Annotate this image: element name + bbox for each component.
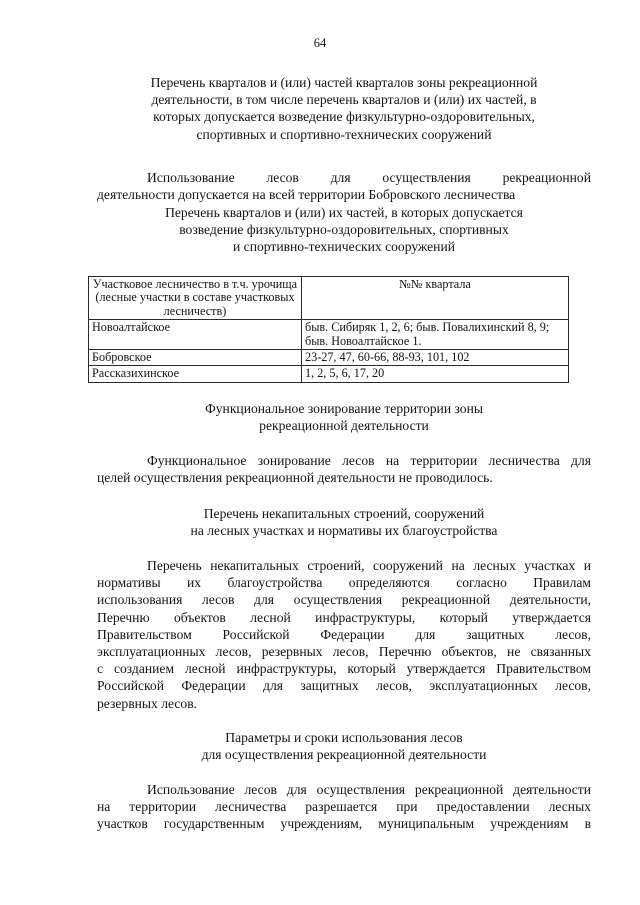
- paragraph-line: Функциональное зонирование лесов на территории лесничества для: [147, 453, 591, 468]
- table-header-row: [89, 277, 569, 320]
- heading-line: Перечень некапитальных строений, сооружений: [203, 506, 485, 521]
- heading-line: Перечень кварталов и (или) частей кварталов зоны рекреационной: [150, 75, 538, 90]
- paragraph-line: целей осуществления рекреационной деятельности не проводилось.: [97, 470, 493, 486]
- column-header-forestry: Участковое лесничество в т.ч. урочища (лесные участки в составе участковых лесничеств): [89, 277, 302, 320]
- heading-functional-zoning: [97, 400, 591, 434]
- heading-line: для осуществления рекреационной деятельности: [201, 747, 487, 763]
- paragraph-line: нормативы их благоустройства определяются согласно Правилам: [97, 575, 591, 591]
- paragraph-usage: [97, 169, 591, 203]
- cell-forestry: Новоалтайское: [89, 320, 302, 350]
- cell-quarters: быв. Сибиряк 1, 2, 6; быв. Повалихинский 8, 9; быв. Новоалтайское 1.: [302, 320, 569, 350]
- cell-quarters: 23-27, 47, 60-66, 88-93, 101, 102: [302, 350, 569, 366]
- table-row: [89, 320, 569, 350]
- table-title-line: возведение физкультурно-оздоровительных, спортивных: [179, 222, 509, 238]
- heading-line: рекреационной деятельности: [259, 418, 429, 434]
- cell-quarters: 1, 2, 5, 6, 17, 20: [302, 366, 569, 382]
- paragraph-line: Перечень некапитальных строений, сооружений на лесных участках и: [147, 558, 591, 573]
- heading-usage-parameters: [97, 729, 591, 763]
- table-title-line: и спортивно-технических сооружений: [232, 239, 456, 255]
- paragraph-line: Использование лесов для осуществления рекреационной деятельности: [147, 782, 591, 797]
- heading-non-capital-buildings: [97, 505, 591, 539]
- quarters-table: [88, 276, 569, 383]
- cell-forestry: Рассказихинское: [89, 366, 302, 382]
- heading-line: которых допускается возведение физкультурно-оздоровительных,: [153, 109, 535, 125]
- paragraph-line: использования лесов для осуществления рекреационной деятельности,: [97, 592, 591, 608]
- paragraph-line: Правительством Российской Федерации для защитных лесов,: [97, 626, 591, 642]
- heading-line: на лесных участках и нормативы их благоустройства: [190, 523, 498, 539]
- paragraph-zoning: [97, 452, 591, 486]
- heading-recreation-zone: [97, 74, 591, 143]
- page-number: 64: [313, 36, 327, 50]
- heading-line: деятельности, в том числе перечень кварталов и (или) их частей, в: [151, 92, 537, 108]
- paragraph-line: с созданием лесной инфраструктуры, который утверждается Правительством: [97, 661, 591, 677]
- paragraph-usage-parameters: [97, 781, 591, 833]
- paragraph-line: участков государственным учреждениям, муниципальным учреждениям в: [97, 816, 591, 832]
- paragraph-line: на территории лесничества разрешается при предоставлении лесных: [97, 799, 591, 815]
- column-header-quarters: №№ квартала: [302, 277, 569, 320]
- paragraph-line: Перечню объектов лесной инфраструктуры, который утверждается: [97, 609, 591, 625]
- heading-line: Параметры и сроки использования лесов: [225, 730, 463, 745]
- heading-line: Функциональное зонирование территории зоны: [205, 401, 483, 416]
- heading-line: спортивных и спортивно-технических сооружений: [196, 126, 492, 142]
- table-title: [97, 204, 591, 256]
- cell-forestry: Бобровское: [89, 350, 302, 366]
- paragraph-line: Российской Федерации для защитных лесов, эксплуатационных лесов,: [97, 678, 591, 694]
- paragraph-non-capital-buildings: [97, 557, 591, 712]
- table-row: [89, 366, 569, 382]
- table-title-line: Перечень кварталов и (или) их частей, в которых допускается: [165, 205, 523, 220]
- paragraph-line: Использование лесов для осуществления рекреационной: [147, 170, 591, 185]
- paragraph-line: деятельности допускается на всей территории Бобровского лесничества: [97, 187, 516, 203]
- table-row: [89, 350, 569, 366]
- paragraph-line: резервных лесов.: [97, 695, 198, 711]
- paragraph-line: эксплуатационных лесов, резервных лесов, Перечню объектов, не связанных: [97, 644, 591, 660]
